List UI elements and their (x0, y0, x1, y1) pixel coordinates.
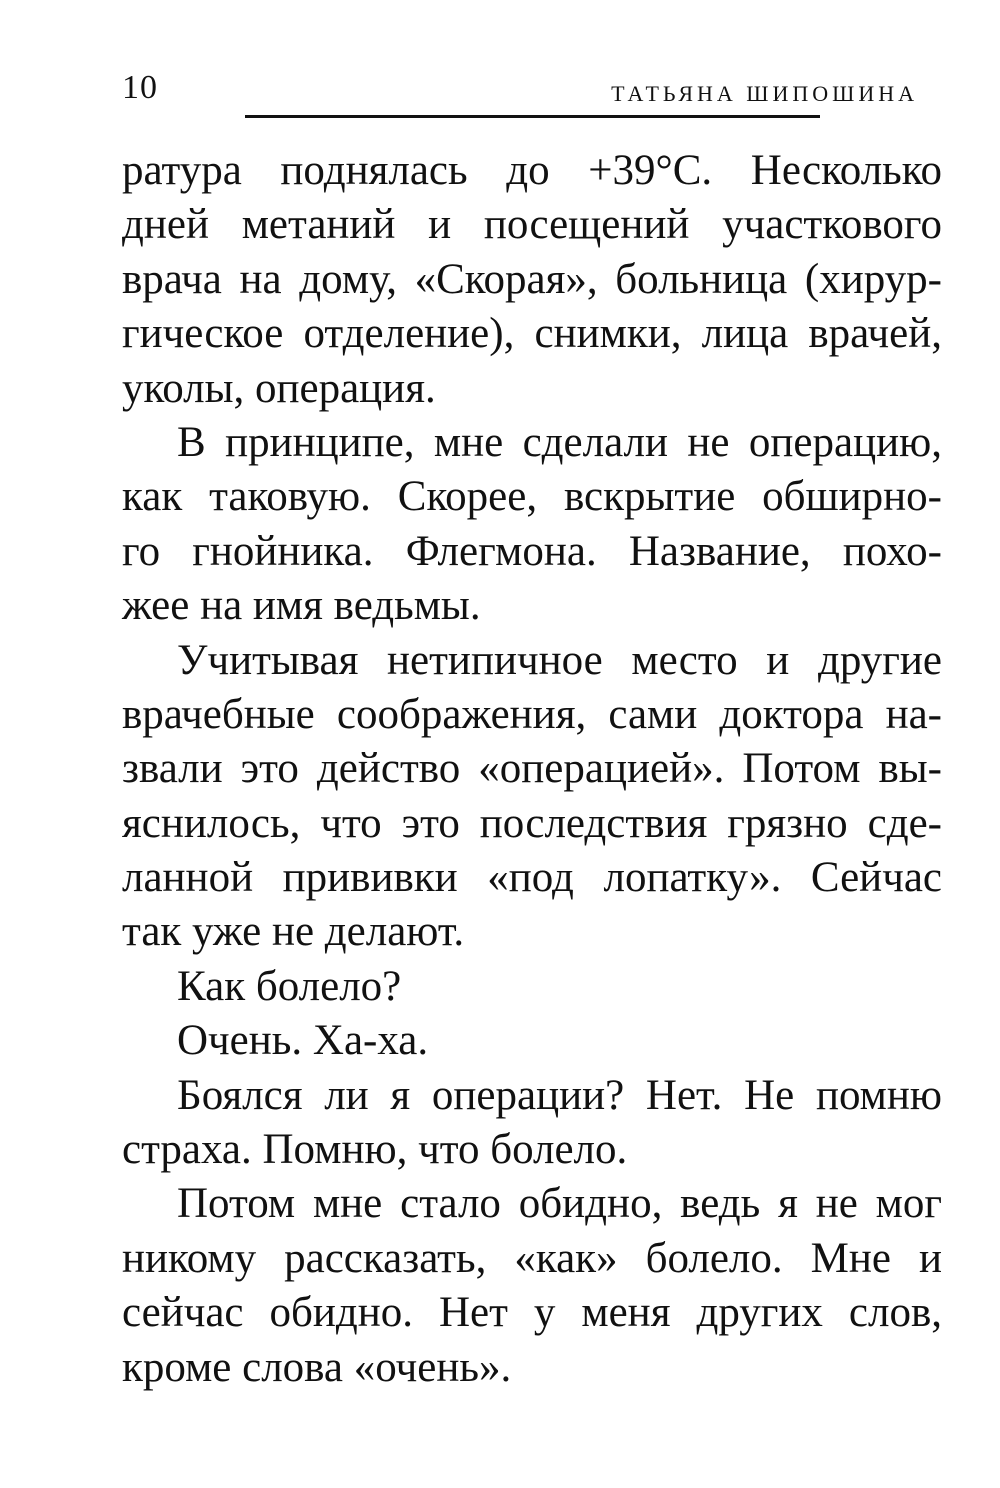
text-line: Потом мне стало обидно, ведь я не мог (177, 1180, 942, 1228)
body-text (122, 144, 942, 1395)
text-line: звали это действо «операцией». Потом вы- (122, 745, 942, 793)
text-line: никому рассказать, «как» болело. Мне и (122, 1234, 942, 1282)
page-number: 10 (122, 69, 158, 106)
text-line: как таковую. Скорее, вскрытие обширно- (122, 473, 942, 521)
text-line: В принципе, мне сделали не операцию, (177, 418, 942, 466)
text-line: ратура поднялась до +39°С. Несколько (122, 147, 942, 194)
text-line: дней метаний и посещений участкового (122, 201, 942, 249)
text-line: сейчас обидно. Нет у меня других слов, (122, 1289, 942, 1337)
text-line: ланной прививки «под лопатку». Сейчас (122, 854, 942, 902)
header-rule (245, 115, 820, 118)
text-line: страха. Помню, что болело. (122, 1126, 628, 1174)
text-line: Учитывая нетипичное место и другие (177, 636, 942, 684)
text-line: Очень. Ха-ха. (177, 1017, 429, 1065)
text-line: уколы, операция. (122, 364, 436, 412)
text-line: так уже не делают. (122, 908, 465, 956)
text-line: жее на имя ведьмы. (122, 582, 481, 630)
text-line: яснилось, что это последствия грязно сде- (122, 799, 942, 847)
text-line: врачебные соображения, сами доктора на- (122, 690, 942, 738)
text-line: гическое отделение), снимки, лица врачей, (122, 310, 942, 358)
running-head-author: ТАТЬЯНА ШИПОШИНА (611, 81, 918, 106)
text-line: го гнойника. Флегмона. Название, похо- (122, 527, 942, 575)
text-line: Как болело? (177, 962, 402, 1010)
text-line: кроме слова «очень». (122, 1343, 512, 1391)
text-line: врача на дому, «Скорая», больница (хирур- (122, 255, 942, 303)
text-line: Боялся ли я операции? Нет. Не помню (177, 1071, 942, 1119)
